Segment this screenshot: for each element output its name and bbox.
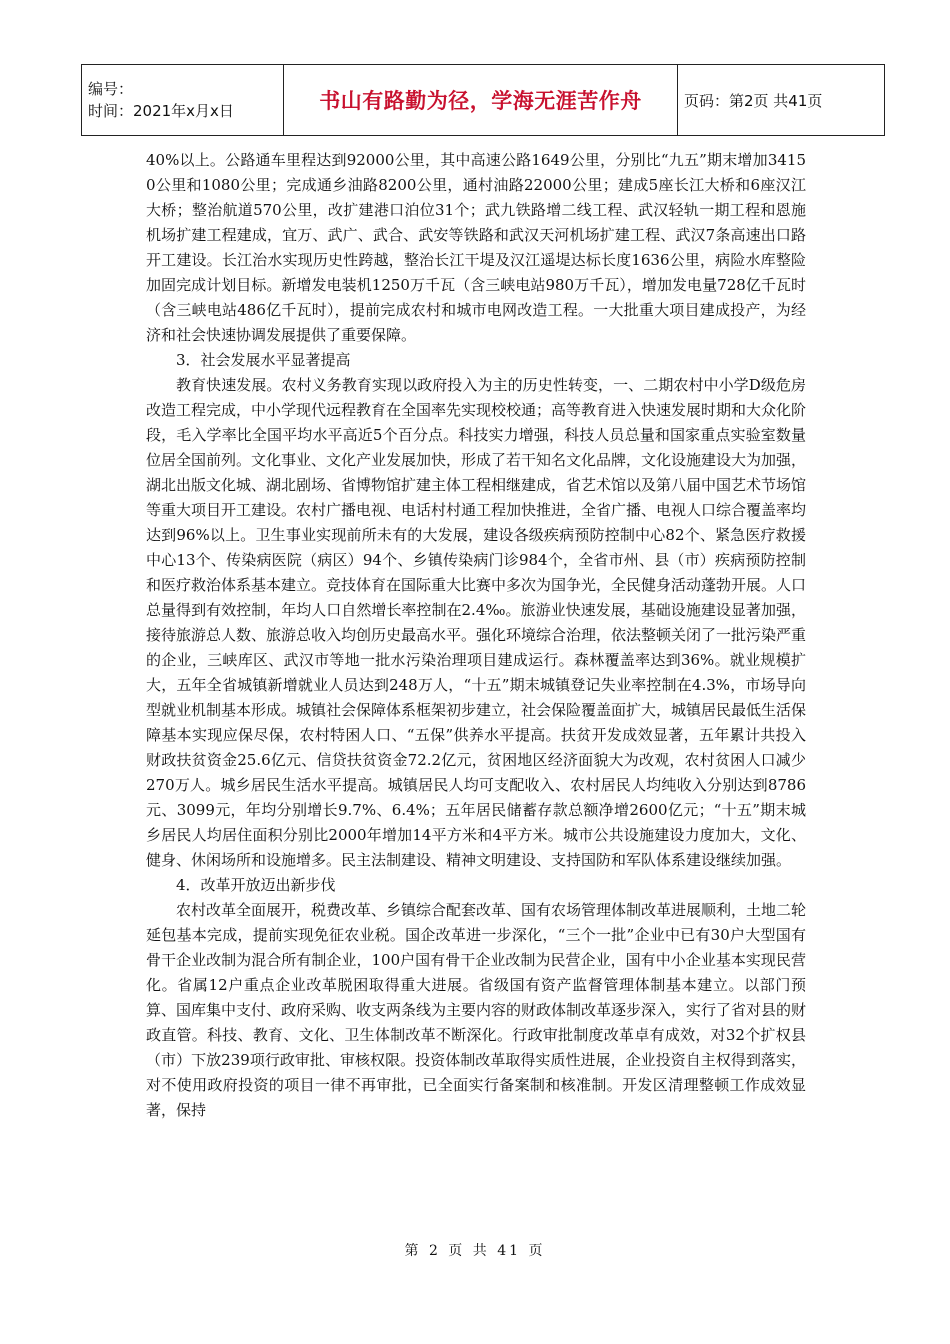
- document-body: [146, 148, 806, 1123]
- header-meta-cell: [82, 65, 284, 136]
- page-footer: 第 2 页 共 41 页: [404, 1243, 546, 1259]
- section-heading-social-development: 3．社会发展水平显著提高: [176, 351, 351, 369]
- header-page-info: 页码：第2页 共41页: [678, 65, 885, 136]
- header-motto: 书山有路勤为径，学海无涯苦作舟: [284, 65, 678, 136]
- document-header: [81, 64, 885, 136]
- paragraph-reform-opening: 农村改革全面展开，税费改革、乡镇综合配套改革、国有农场管理体制改革进展顺利，土地二轮延包基本完成，提前实现免征农业税。国企改革进一步深化，“三个一批”企业中已有30户大型国有骨干企业改制为混合所有制企业，100户国有骨干企业改制为民营企业，国有中小企业基本实现民营化。省属12户重点企业改革脱困取得重大进展。省级国有资产监督管理体制基本建立。以部门预算、国库集中支付、政府采购、收支两条线为主要内容的财政体制改革逐步深入，实行了省对县的财政直管。科技、教育、文化、卫生体制改革不断深化。行政审批制度改革卓有成效，对32个扩权县（市）下放239项行政审批、审核权限。投资体制改革取得实质性进展，企业投资自主权得到落实，对不使用政府投资的项目一律不再审批，已全面实行备案制和核准制。开发区清理整顿工作成效显著，保持: [146, 901, 807, 1119]
- document-number-label: 编号：: [88, 80, 134, 98]
- document-date: 时间：2021年x月x日: [88, 102, 234, 120]
- section-heading-reform-opening: 4．改革开放迈出新步伐: [176, 876, 336, 894]
- paragraph-continued: 40%以上。公路通车里程达到92000公里，其中高速公路1649公里，分别比“九五”期末增加34150公里和1080公里；完成通乡油路8200公里，通村油路22000公里；建成5座长江大桥和6座汉江大桥；整治航道570公里，改扩建港口泊位31个；武九铁路增二线工程、武汉轻轨一期工程和恩施机场扩建工程建成，宜万、武广、武合、武安等铁路和武汉天河机场扩建工程、武汉7条高速出口路开工建设。长江治水实现历史性跨越，整治长江干堤及汉江遥堤达标长度1636公里，病险水库整险加固完成计划目标。新增发电装机1250万千瓦（含三峡电站980万千瓦），增加发电量728亿千瓦时（含三峡电站486亿千瓦时），提前完成农村和城市电网改造工程。一大批重大项目建成投产，为经济和社会快速协调发展提供了重要保障。: [146, 151, 806, 344]
- paragraph-social-development: 教育快速发展。农村义务教育实现以政府投入为主的历史性转变，一、二期农村中小学D级危房改造工程完成，中小学现代远程教育在全国率先实现校校通；高等教育进入快速发展时期和大众化阶段，毛入学率比全国平均水平高近5个百分点。科技实力增强，科技人员总量和国家重点实验室数量位居全国前列。文化事业、文化产业发展加快，形成了若干知名文化品牌，文化设施建设大为加强，湖北出版文化城、湖北剧场、省博物馆扩建主体工程相继建成，省艺术馆以及第八届中国艺术节场馆等重大项目开工建设。农村广播电视、电话村村通工程加快推进，全省广播、电视人口综合覆盖率均达到96%以上。卫生事业实现前所未有的大发展，建设各级疾病预防控制中心82个、紧急医疗救援中心13个、传染病医院（病区）94个、乡镇传染病门诊984个，全省市州、县（市）疾病预防控制和医疗救治体系基本建立。竞技体育在国际重大比赛中多次为国争光，全民健身活动蓬勃开展。人口总量得到有效控制，年均人口自然增长率控制在2.4‰。旅游业快速发展，基础设施建设显著加强，接待旅游总人数、旅游总收入均创历史最高水平。强化环境综合治理，依法整顿关闭了一批污染严重的企业，三峡库区、武汉市等地一批水污染治理项目建成运行。森林覆盖率达到36%。就业规模扩大，五年全省城镇新增就业人员达到248万人，“十五”期末城镇登记失业率控制在4.3%，市场导向型就业机制基本形成。城镇社会保障体系框架初步建立，社会保险覆盖面扩大，城镇居民最低生活保障基本实现应保尽保，农村特困人口、“五保”供养水平提高。扶贫开发成效显著，五年累计共投入财政扶贫资金25.6亿元、信贷扶贫资金72.2亿元，贫困地区经济面貌大为改观，农村贫困人口减少270万人。城乡居民生活水平提高。城镇居民人均可支配收入、农村居民人均纯收入分别达到8786元、3099元，年均分别增长9.7%、6.4%；五年居民储蓄存款总额净增2600亿元；“十五”期末城乡居民人均居住面积分别比2000年增加14平方米和4平方米。城市公共设施建设力度加大，文化、健身、休闲场所和设施增多。民主法制建设、精神文明建设、支持国防和军队体系建设继续加强。: [146, 376, 807, 869]
